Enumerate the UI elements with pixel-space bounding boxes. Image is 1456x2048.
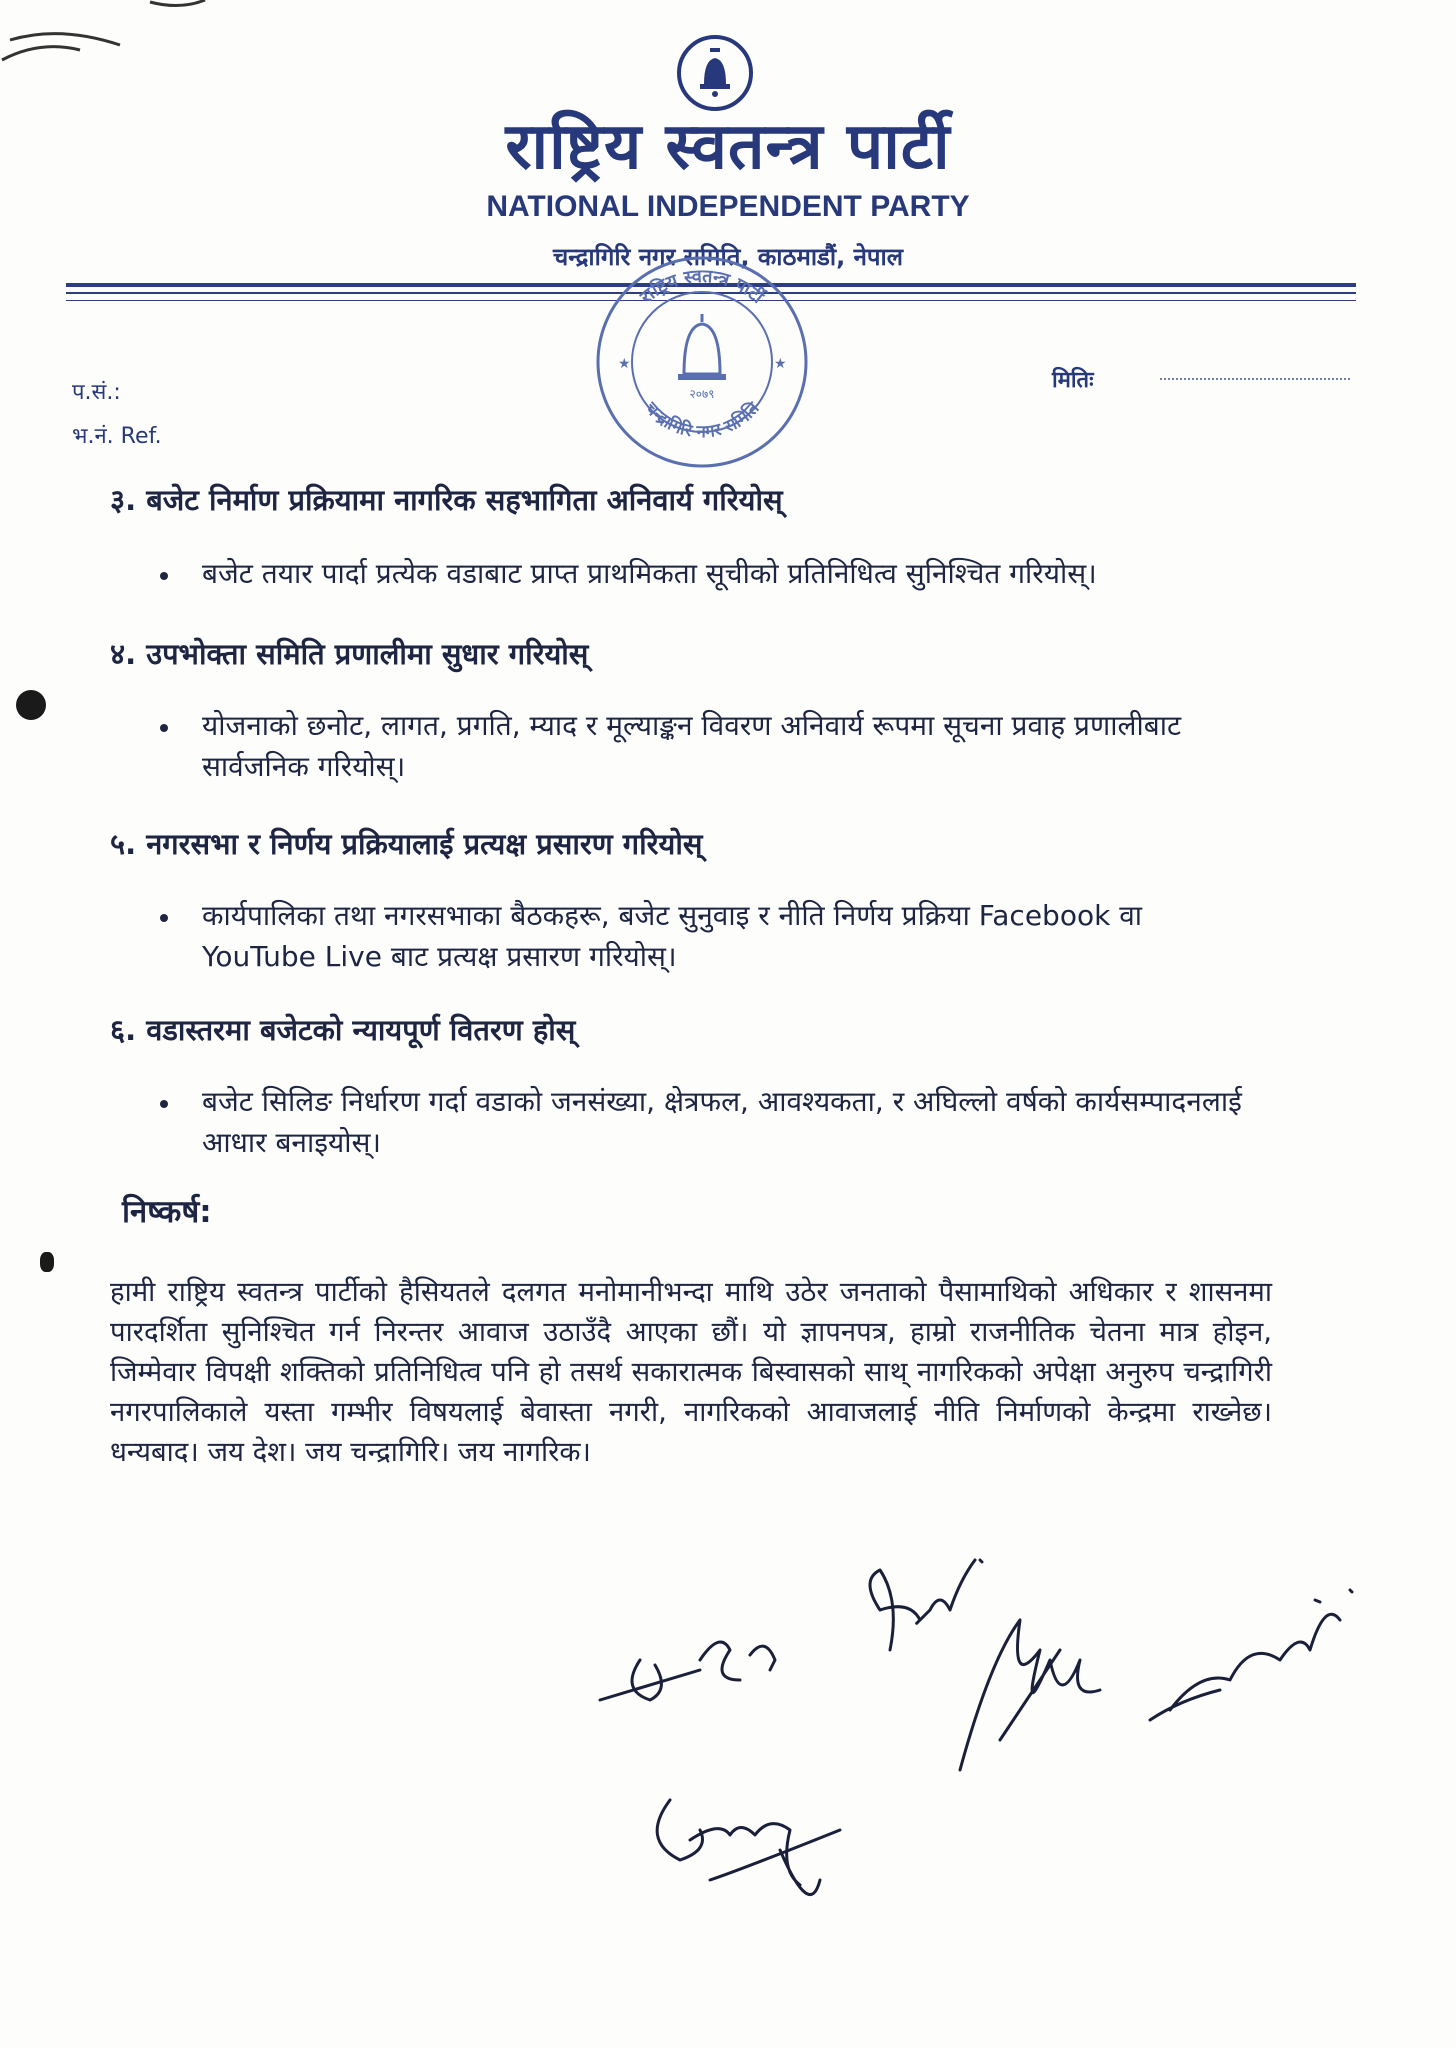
bullet-icon	[160, 914, 168, 922]
section-3-heading: ३. बजेट निर्माण प्रक्रियामा नागरिक सहभागिता अनिवार्य गरियोस्	[110, 483, 783, 517]
bullet-icon	[160, 572, 168, 580]
conclusion-title: निष्कर्ष:	[122, 1194, 212, 1230]
signature-5	[657, 1800, 840, 1895]
party-name-nepali: राष्ट्रिय स्वतन्त्र पार्टी	[505, 110, 951, 184]
signatures-block	[580, 1540, 1360, 1920]
signature-2	[870, 1560, 982, 1650]
svg-text:चन्द्रागिरि नगर समिति	[640, 397, 764, 442]
section-3-bullet: बजेट तयार पार्दा प्रत्येक वडाबाट प्राप्त प्राथमिकता सूचीको प्रतिनिधित्व सुनिश्चित गरियोस्।	[202, 557, 1097, 590]
svg-text:★: ★	[774, 356, 787, 372]
svg-text:राष्ट्रिय स्वतन्त्र पार्टी	[636, 266, 770, 309]
stamp-number: २०७९	[689, 387, 715, 401]
svg-text:★: ★	[618, 356, 631, 372]
party-stamp	[592, 252, 812, 472]
signature-1	[600, 1642, 775, 1700]
conclusion-paragraph: हामी राष्ट्रिय स्वतन्त्र पार्टीको हैसियतले दलगत मनोमानीभन्दा माथि उठेर जनताको पैसामाथिको अधिकार र शासनमा पारदर्शिता सुनिश्चित गर्न निरन्तर आवाज उठाउँदै आएका छौं। यो ज्ञापनपत्र, हाम्रो राजनीतिक चेतना मात्र होइन, जिम्मेवार विपक्षी शक्तिको प्रतिनिधित्व पनि हो तसर्थ सकारात्मक बिस्वासको साथ् नागरिकको अपेक्षा अनुरुप चन्द्रागिरी नगरपालिकाले यस्ता गम्भीर विषयलाई बेवास्ता नगरी, नागरिकको आवाजलाई नीति निर्माणको केन्द्रमा राख्नेछ। धन्यबाद। जय देश। जय चन्द्रागिरि। जय नागरिक।	[110, 1276, 1272, 1468]
section-5-bullet: कार्यपालिका तथा नगरसभाका बैठकहरू, बजेट सुनुवाइ र नीति निर्णय प्रक्रिया Facebook वा YouTube Live बाट प्रत्यक्ष प्रसारण गरियोस्।	[202, 899, 1143, 973]
bullet-icon	[160, 1100, 168, 1108]
signature-3	[960, 1620, 1100, 1770]
scan-speck	[40, 1252, 54, 1272]
reference-bn-label: भ.नं. Ref.	[72, 424, 162, 449]
section-4-bullet: योजनाको छनोट, लागत, प्रगति, म्याद र मूल्याङ्कन विवरण अनिवार्य रूपमा सूचना प्रवाह प्रणालीबाट सार्वजनिक गरियोस्।	[202, 709, 1182, 783]
stamp-arc-bottom: चन्द्रागिरि नगर समिति	[640, 398, 764, 443]
scan-mark	[0, 0, 210, 120]
reference-ps-label: प.सं.:	[72, 380, 121, 405]
section-5-heading: ५. नगरसभा र निर्णय प्रक्रियालाई प्रत्यक्ष प्रसारण गरियोस्	[110, 827, 703, 861]
stamp-arc-top: राष्ट्रिय स्वतन्त्र पार्टी	[636, 265, 768, 308]
section-4-heading: ४. उपभोक्ता समिति प्रणालीमा सुधार गरियोस्	[110, 637, 589, 671]
date-label: मितिः	[1052, 368, 1094, 393]
bullet-icon	[160, 724, 168, 732]
section-6-bullet: बजेट सिलिङ निर्धारण गर्दा वडाको जनसंख्या, क्षेत्रफल, आवश्यकता, र अघिल्लो वर्षको कार्यसम्पादनलाई आधार बनाइयोस्।	[202, 1085, 1242, 1159]
scan-speck	[16, 690, 46, 720]
party-address: चन्द्रागिरि नगर समिति, काठमाडौं, नेपाल	[552, 243, 904, 271]
party-name-english: NATIONAL INDEPENDENT PARTY	[486, 190, 970, 223]
section-6-heading: ६. वडास्तरमा बजेटको न्यायपूर्ण वितरण होस्	[110, 1013, 576, 1047]
signature-4	[1150, 1590, 1352, 1720]
date-blank-line	[1160, 378, 1350, 380]
